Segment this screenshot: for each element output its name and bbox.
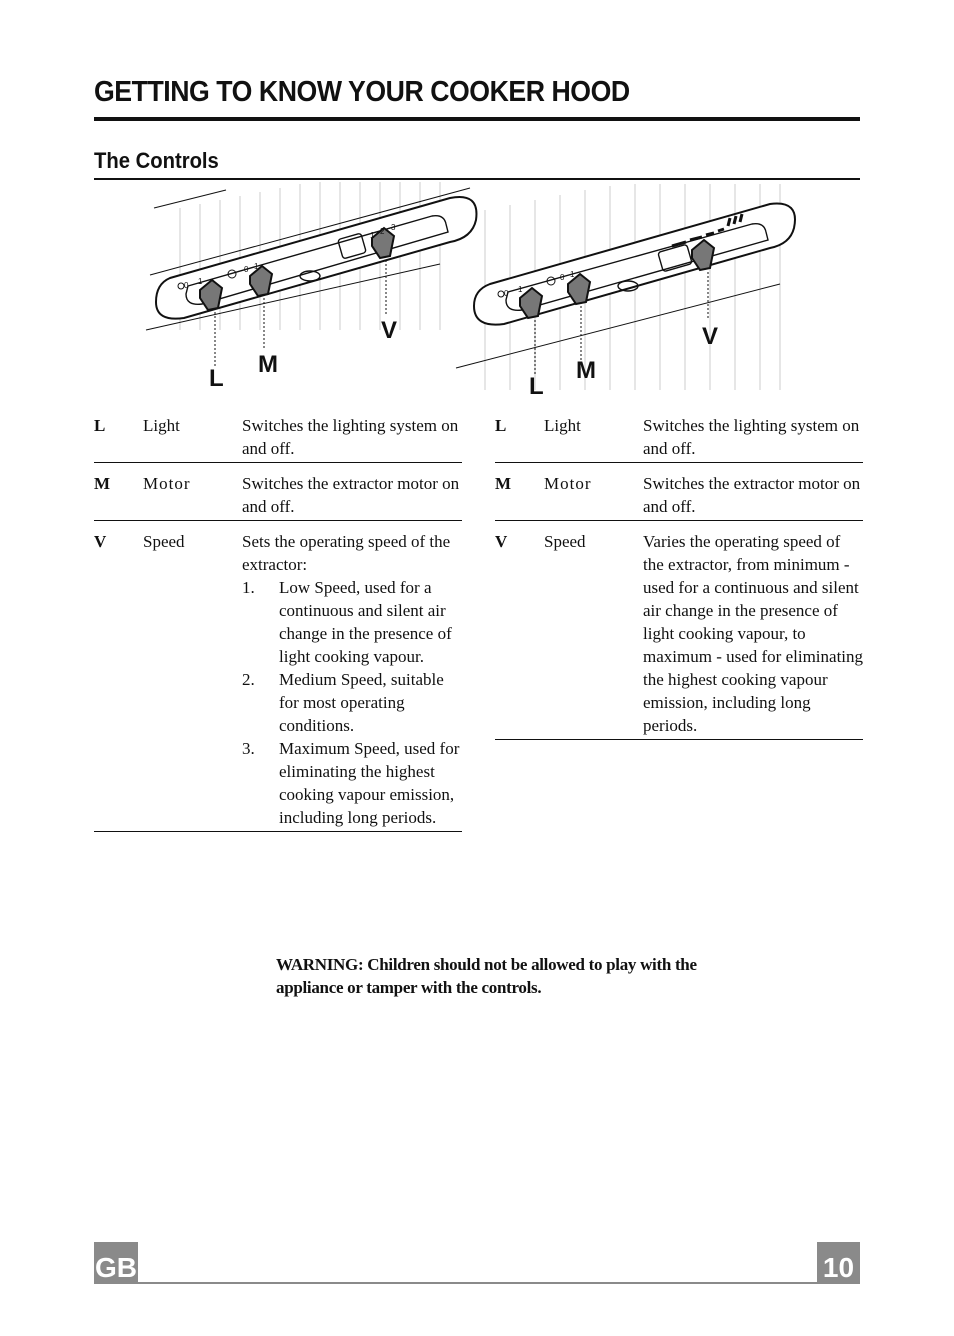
speed-3-mark: 3 xyxy=(391,223,396,232)
callout-m-left: M xyxy=(258,351,278,378)
row-name: Motor xyxy=(544,474,592,493)
motor-off-mark-right: 0 xyxy=(560,273,565,282)
list-text: Medium Speed, suitable for most operating conditions. xyxy=(279,670,444,735)
control-panel-three-speed xyxy=(146,188,476,368)
title-divider xyxy=(94,117,860,121)
row-key: M xyxy=(94,474,111,493)
row-name: Light xyxy=(544,416,581,435)
controls-table-slider xyxy=(495,414,863,740)
callout-l-left: L xyxy=(209,365,224,392)
table-row xyxy=(495,521,863,740)
list-item xyxy=(242,668,462,737)
table-row xyxy=(495,463,863,521)
speed-1-mark: 1 xyxy=(370,231,375,240)
warning-notice: WARNING: Children should not be allowed to play with the appliance or tamper with the controls. xyxy=(276,955,697,997)
row-key: V xyxy=(94,532,107,551)
language-badge: GB xyxy=(94,1242,138,1284)
callout-v-right: V xyxy=(702,323,719,350)
row-key: L xyxy=(94,416,106,435)
table-row xyxy=(94,521,462,832)
row-description: Varies the operating speed of the extractor, from minimum - used for a continuous and silent air change in the presence of light cooking vapour, to maximum - used for eliminating the highest cooking vapour emission, including long periods. xyxy=(643,532,864,735)
row-description: Switches the extractor motor on and off. xyxy=(643,474,861,516)
list-number: 1. xyxy=(242,578,255,597)
list-number: 3. xyxy=(242,739,255,758)
table-row xyxy=(94,414,462,463)
motor-off-mark: 0 xyxy=(244,265,249,274)
light-on-mark: 1 xyxy=(198,277,203,286)
light-on-mark-right: 1 xyxy=(518,285,523,294)
table-row xyxy=(495,414,863,463)
motor-on-mark: 1 xyxy=(254,262,259,271)
row-description xyxy=(242,530,462,829)
callout-v-left: V xyxy=(381,317,398,344)
page-title: GETTING TO KNOW YOUR COOKER HOOD xyxy=(94,76,630,108)
row-description: Switches the lighting system on and off. xyxy=(643,416,860,458)
speed-intro: Sets the operating speed of the extractor: xyxy=(242,532,451,574)
row-key: L xyxy=(495,416,507,435)
row-key: M xyxy=(495,474,512,493)
row-key: V xyxy=(495,532,508,551)
controls-table-three-speed xyxy=(94,414,462,832)
page-number: 10 xyxy=(817,1242,860,1284)
list-item xyxy=(242,576,462,668)
row-name: Motor xyxy=(143,474,191,493)
motor-on-mark-right: 1 xyxy=(570,270,575,279)
row-name: Speed xyxy=(544,532,586,551)
list-text: Low Speed, used for a continuous and silent air change in the presence of light cooking vapour. xyxy=(279,578,452,666)
callout-l-right: L xyxy=(529,373,544,400)
speed-list xyxy=(242,576,462,829)
row-name: Light xyxy=(143,416,180,435)
list-text: Maximum Speed, used for eliminating the highest cooking vapour emission, including long periods. xyxy=(279,739,460,827)
row-description: Switches the extractor motor on and off. xyxy=(242,474,460,516)
section-title: The Controls xyxy=(94,148,219,173)
list-item xyxy=(242,737,462,829)
controls-illustration xyxy=(140,180,800,400)
light-off-mark-right: 0 xyxy=(504,289,509,298)
footer-divider xyxy=(94,1282,860,1284)
light-off-mark: 0 xyxy=(184,281,189,290)
table-row xyxy=(94,463,462,521)
speed-2-mark: 2 xyxy=(380,227,385,236)
list-number: 2. xyxy=(242,670,255,689)
row-name: Speed xyxy=(143,532,185,551)
row-description: Switches the lighting system on and off. xyxy=(242,416,459,458)
callout-m-right: M xyxy=(576,357,596,384)
